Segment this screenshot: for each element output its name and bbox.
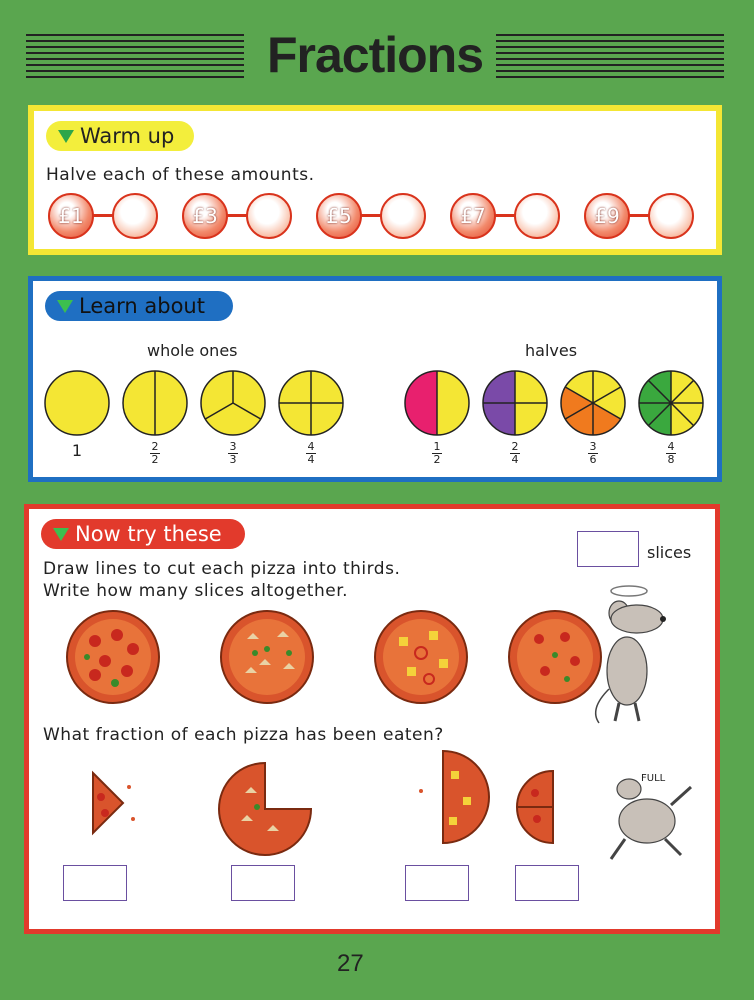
whole-ones-label: whole ones <box>147 341 238 360</box>
money-pair <box>316 191 436 241</box>
pizza-quarter-eaten <box>215 759 315 859</box>
now-try-heading <box>41 519 245 549</box>
amount-coin: £3 <box>182 193 228 239</box>
amount-coin: £5 <box>316 193 362 239</box>
now-try-heading-text: Now try these <box>75 522 222 546</box>
one-half-circle <box>403 369 471 437</box>
fraction-label <box>121 441 189 466</box>
connector-line <box>494 214 516 217</box>
money-pair <box>48 191 168 241</box>
pizza-whole[interactable] <box>219 609 315 705</box>
fraction-label <box>199 441 267 466</box>
answer-circle[interactable] <box>246 193 292 239</box>
fraction-answer-box[interactable] <box>405 865 469 901</box>
fraction-answer-box[interactable] <box>63 865 127 901</box>
amount-coin: £7 <box>450 193 496 239</box>
title-stripes-left <box>26 34 244 78</box>
warm-up-heading-text: Warm up <box>80 124 175 148</box>
connector-line <box>226 214 248 217</box>
halves-label: halves <box>525 341 578 360</box>
numerator: 2 <box>511 440 519 453</box>
fraction-label <box>403 441 471 466</box>
pizza-whole[interactable] <box>373 609 469 705</box>
warm-up-instruction: Halve each of these amounts. <box>46 165 315 185</box>
amount-coin: £1 <box>48 193 94 239</box>
numerator: 4 <box>307 440 315 453</box>
warm-up-panel <box>28 105 722 255</box>
learn-about-heading <box>45 291 233 321</box>
learn-about-panel <box>28 276 722 482</box>
title-stripes-right <box>496 34 724 78</box>
answer-circle[interactable] <box>648 193 694 239</box>
numerator: 1 <box>433 440 441 453</box>
page-number: 27 <box>337 950 364 977</box>
instruction-count-slices: Write how many slices altogether. <box>43 581 349 601</box>
now-try-panel <box>24 504 720 934</box>
numerator: 3 <box>589 440 597 453</box>
fraction-label <box>277 441 345 466</box>
numerator: 4 <box>667 440 675 453</box>
question-fraction-eaten: What fraction of each pizza has been eaten? <box>43 725 444 745</box>
slices-answer-box[interactable] <box>577 531 639 567</box>
money-pair <box>584 191 704 241</box>
triangle-icon <box>57 300 73 313</box>
pizza-half-eaten <box>393 747 493 847</box>
title-bar <box>0 24 754 86</box>
four-eighths-circle <box>637 369 705 437</box>
fraction-answer-box[interactable] <box>515 865 579 901</box>
thirds-circle <box>199 369 267 437</box>
amount-coin: £9 <box>584 193 630 239</box>
quarters-circle <box>277 369 345 437</box>
fraction-label <box>481 441 549 466</box>
pizza-three-quarters-eaten <box>513 767 593 847</box>
fraction-label: 1 <box>71 441 83 460</box>
learn-about-heading-text: Learn about <box>79 294 205 318</box>
three-sixths-circle <box>559 369 627 437</box>
fraction-label <box>637 441 705 466</box>
full-mouse-icon <box>595 767 705 867</box>
denominator: 6 <box>589 453 597 466</box>
triangle-icon <box>53 528 69 541</box>
pizza-whole[interactable] <box>65 609 161 705</box>
warm-up-heading <box>46 121 194 151</box>
numerator: 2 <box>151 440 159 453</box>
numerator: 3 <box>229 440 237 453</box>
instruction-cut-thirds: Draw lines to cut each pizza into thirds. <box>43 559 401 579</box>
denominator: 8 <box>667 453 675 466</box>
answer-circle[interactable] <box>380 193 426 239</box>
whole-circle <box>43 369 111 437</box>
halves-circle <box>121 369 189 437</box>
fraction-answer-box[interactable] <box>231 865 295 901</box>
triangle-icon <box>58 130 74 143</box>
connector-line <box>360 214 382 217</box>
pizza-mostly-eaten <box>63 763 143 843</box>
denominator: 4 <box>307 453 315 466</box>
two-quarters-circle <box>481 369 549 437</box>
money-pair <box>182 191 302 241</box>
connector-line <box>92 214 114 217</box>
denominator: 4 <box>511 453 519 466</box>
denominator: 2 <box>433 453 441 466</box>
page-title: Fractions <box>266 27 484 83</box>
fraction-label <box>559 441 627 466</box>
connector-line <box>628 214 650 217</box>
money-pair <box>450 191 570 241</box>
full-label: FULL <box>641 773 666 784</box>
denominator: 2 <box>151 453 159 466</box>
answer-circle[interactable] <box>112 193 158 239</box>
slices-label: slices <box>647 543 692 562</box>
answer-circle[interactable] <box>514 193 560 239</box>
mouse-with-halo-icon <box>569 579 695 729</box>
denominator: 3 <box>229 453 237 466</box>
money-row <box>48 191 708 241</box>
